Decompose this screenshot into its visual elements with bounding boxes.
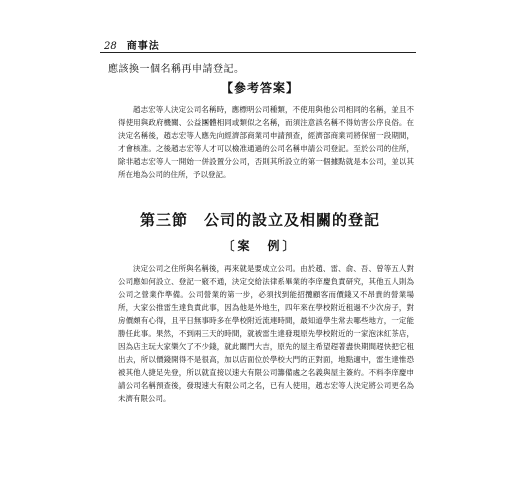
page-number: 28: [104, 41, 117, 52]
book-title: 商事法: [126, 41, 160, 52]
continuation-line: 應該換一個名稱再申請登記。: [108, 64, 245, 75]
header-rule: [100, 52, 416, 53]
answer-paragraph: 趙志宏等人決定公司名稱時，應標明公司種類，不使用與他公司相同的名稱，並且不得使用與政府機關、公益團體相同或類似之名稱，而須注意該名稱不得妨害公序良俗。在決定名稱後，趙志宏等人應先向經濟部商業司申請預查，經濟部商業司將保留一段期間，才會核准。之後趙志宏等人才可以檢准通過的公司名稱申請公司登記。至於公司的住所，除非趙志宏等人一開始一併設置分公司，否則其所設立的第一個據點就是本公司，並以其所在地為公司的住所，予以登記。: [118, 105, 414, 179]
case-heading: 〔案 例〕: [222, 239, 298, 253]
answer-heading: 【參考答案】: [220, 81, 299, 95]
running-header: [104, 37, 160, 52]
case-paragraph: 決定公司之住所與名稱後，再來就是要成立公司。由於趙、雷、俞、吾、曾等五人對公司應如何設立、登記一竅不通，決定交給法律系畢業的李庠慶負責研究，其他五人則為公司之營業作準備。公司營業的第一步，必須找到能招攬顧客而價錢又不昂貴的營業場所，大家公推雷生達負責此事，因為他是外地生，四年來在學校附近租過不少次房子，對房價頗有心得，且平日無事時多在學校附近流連時間，最知道學生常去哪些地方，一定能勝任此事。果然，不到兩三天的時間，就被雷生達發現原先學校附近的一家泡沫紅茶店，因為店主玩大家樂欠了不少錢，就此關門大吉，原先的屋主希望趕著盡快期間趕快把它租出去，所以價錢開得不是很高，加以店面位於學校大門的正對面，地點適中，雷生達惟恐被其他人捷足先登，所以就直接以速大有限公司籌備處之名義與屋主簽約。不料李庠慶申請公司名稱預查後，發現速大有限公司之名，已有人使用，趙志宏等人決定將公司更名為未濟有限公司。: [118, 264, 414, 403]
section-title: 第三節 公司的設立及相關的登記: [139, 211, 380, 229]
